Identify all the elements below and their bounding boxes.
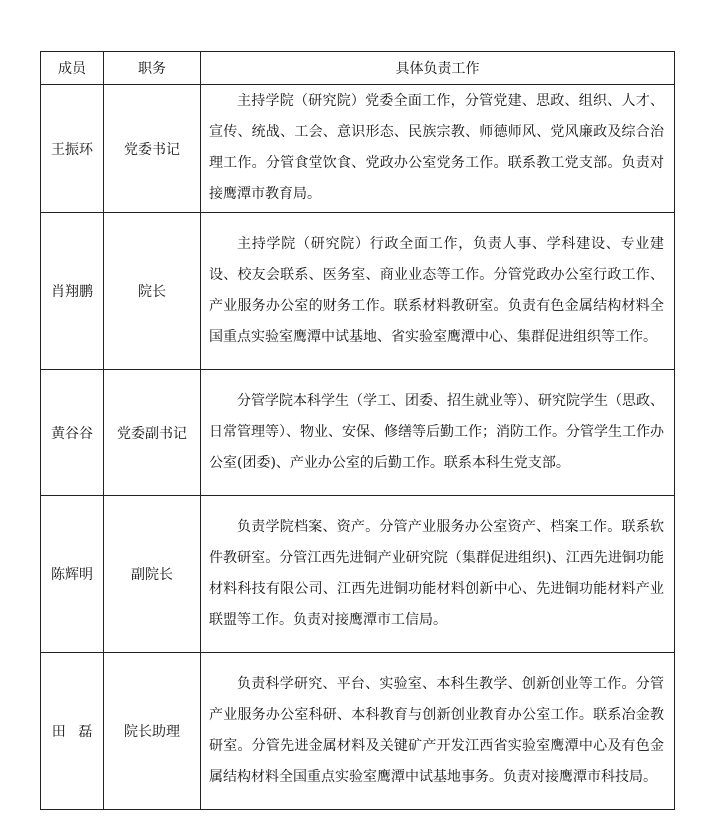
member-duty: 分管学院本科学生（学工、团委、招生就业等）、研究院学生（思政、日常管理等）、物业、安保、修缮等后勤工作；消防工作。分管学生工作办公室(团委)、产业办公室的后勤工作。联系本科生党支部。 — [201, 370, 675, 496]
member-name-cell — [41, 653, 104, 810]
table-row — [41, 85, 675, 213]
table-row — [41, 496, 675, 653]
member-duty: 负责科学研究、平台、实验室、本科生教学、创新创业等工作。分管产业服务办公室科研、本科教育与创新创业教育办公室工作。联系冶金教研室。分管先进金属材料及关键矿产开发江西省实验室鹰潭中心及有色金属结构材料全国重点实验室鹰潭中试基地事务。负责对接鹰潭市科技局。 — [201, 653, 675, 810]
table-row — [41, 370, 675, 496]
header-responsibilities: 具体负责工作 — [201, 52, 675, 85]
member-position: 副院长 — [104, 496, 201, 653]
member-name: 田磊 — [51, 724, 105, 740]
member-name: 黄谷谷 — [41, 370, 104, 496]
header-member: 成员 — [41, 52, 104, 85]
member-duty: 负责学院档案、资产。分管产业服务办公室资产、档案工作。联系软件教研室。分管江西先进铜产业研究院（集群促进组织)、江西先进铜功能材料科技有限公司、江西先进铜功能材料创新中心、先进铜功能材料产业联盟等工作。负责对接鹰潭市工信局。 — [201, 496, 675, 653]
member-name: 陈辉明 — [41, 496, 104, 653]
table-header-row — [41, 52, 675, 85]
member-position: 院长 — [104, 213, 201, 370]
table-row — [41, 213, 675, 370]
header-position: 职务 — [104, 52, 201, 85]
member-position: 党委副书记 — [104, 370, 201, 496]
member-position: 院长助理 — [104, 653, 201, 810]
member-position: 党委书记 — [104, 85, 201, 213]
member-duty: 主持学院（研究院）党委全面工作，分管党建、思政、组织、人才、宣传、统战、工会、意识形态、民族宗教、师德师风、党风廉政及综合治理工作。分管食堂饮食、党政办公室党务工作。联系教工党支部。负责对接鹰潭市教育局。 — [201, 85, 675, 213]
member-name: 肖翔鹏 — [41, 213, 104, 370]
member-name: 王振环 — [41, 85, 104, 213]
member-duty: 主持学院（研究院）行政全面工作，负责人事、学科建设、专业建设、校友会联系、医务室、商业业态等工作。分管党政办公室行政工作、产业服务办公室的财务工作。联系材料教研室。负责有色金属结构材料全国重点实验室鹰潭中试基地、省实验室鹰潭中心、集群促进组织等工作。 — [201, 213, 675, 370]
table-row — [41, 653, 675, 810]
duty-table — [40, 51, 675, 810]
